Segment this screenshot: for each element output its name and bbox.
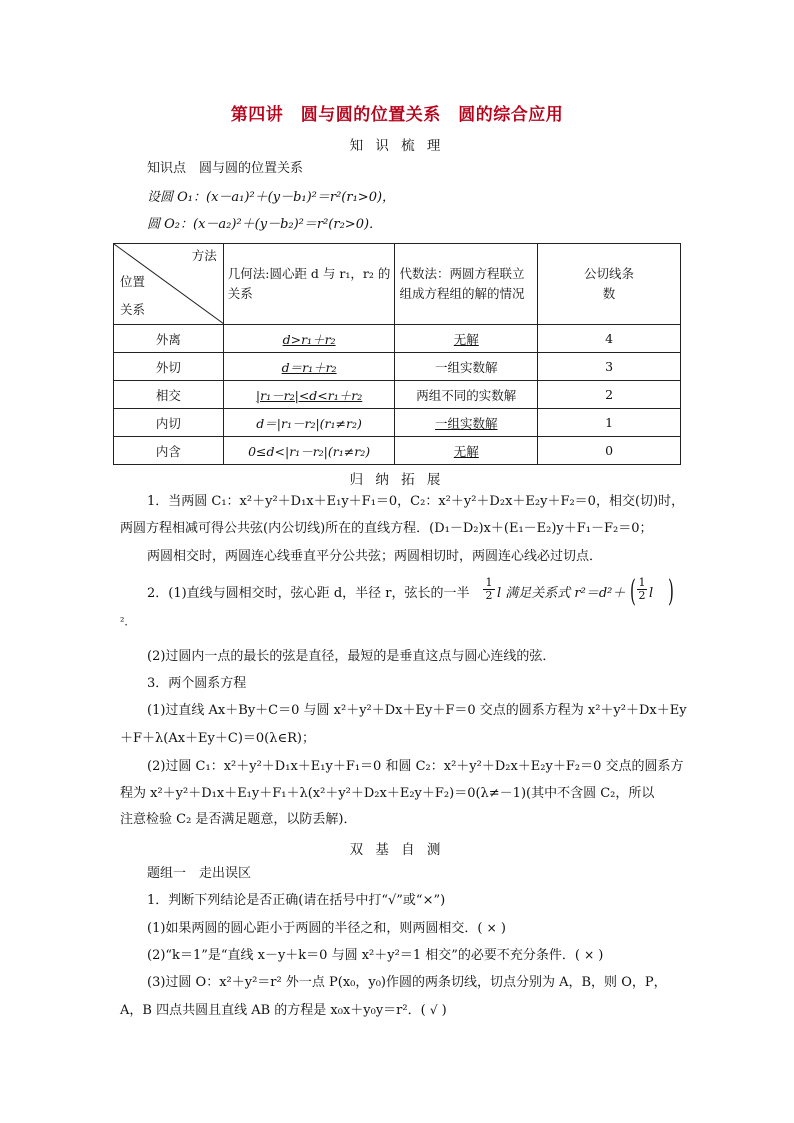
row-geo: d＝r₁＋r₂ [281,359,337,375]
row-geo: |r₁－r₂|<d<r₁＋r₂ [255,387,363,403]
row-alg: 无解 [453,443,479,459]
para2-line1a: 2．(1)直线与圆相交时，弦心距 d，半径 r，弦长的一半 [147,586,470,601]
fraction-half-2 [637,577,647,602]
header-position: 位置 [120,274,146,289]
row-relation: 相交 [114,381,224,409]
row-alg: 一组实数解 [395,353,538,381]
para3-line3: (2)过圆 C₁：x²＋y²＋D₁x＋E₁y＋F₁＝0 和圆 C₂：x²＋y²＋D₂x＋E₂y＋F₂＝0 交点的圆系方 [147,759,684,774]
question1-3-line1: (3)过圆 O：x²＋y²＝r² 外一点 P(x₀，y₀)作圆的两条切线，切点分别为 A，B，则 O，P， [147,975,667,990]
section-heading-summary: 归 纳 拓 展 [349,472,445,488]
table-header-row [114,244,681,325]
para1-line2: 两圆方程相减可得公共弦(内公切线)所在的直线方程．(D₁－D₂)x＋(E₁－E₂)y＋F₁－F₂＝0； [120,521,653,536]
question1-1 [147,920,506,937]
question1-2 [147,947,603,964]
fraction-denominator: 2 [485,589,493,602]
para3-line4: 程为 x²＋y²＋D₁x＋E₁y＋F₁＋λ(x²＋y²＋D₂x＋E₂y＋F₂)＝0(λ≠－1)(其中不含圆 C₂，所以 [120,786,655,801]
para3-line1: (1)过直线 Ax＋By＋C＝0 与圆 x²＋y²＋Dx＋Ey＋F＝0 交点的圆系方程为 x²＋y²＋Dx＋Ey [147,703,687,718]
row-relation: 外离 [114,325,224,353]
para2-line1d: ²． [120,615,136,628]
row-alg: 两组不同的实数解 [395,381,538,409]
question1-1-text: (1)如果两圆的圆心距小于两圆的半径之和，则两圆相交．( [147,921,483,936]
row-alg: 一组实数解 [435,415,498,431]
para3-line2: ＋F＋λ(Ax＋Ey＋C)＝0(λ∈R)； [120,731,315,746]
row-tangents: 1 [538,409,681,437]
para1-line3: 两圆相交时，两圆连心线垂直平分公共弦；两圆相切时，两圆连心线必过切点． [147,549,603,564]
fraction-denominator: 2 [638,589,646,602]
header-algebraic: 代数法：两圆方程联立组成方程组的解的情况 [395,244,538,325]
header-tangents: 公切线条数 [538,244,681,325]
row-geo: d>r₁＋r₂ [282,331,336,347]
row-tangents: 0 [538,437,681,465]
row-tangents: 2 [538,381,681,409]
row-geo: 0≤d<|r₁－r₂|(r₁≠r₂) [223,437,395,465]
paren-left: ( [630,574,636,609]
fraction-numerator: 1 [638,576,646,589]
fraction-numerator: 1 [483,577,495,590]
row-relation: 内含 [114,437,224,465]
row-tangents: 4 [538,325,681,353]
question1-3-line2 [120,1002,447,1019]
row-relation: 外切 [114,353,224,381]
row-alg: 无解 [453,331,479,347]
diagonal-header-cell [114,244,224,325]
circle2-equation: 圆 O₂：(x－a₂)²＋(y－b₂)²＝r²(r₂>0)． [147,217,383,232]
table-row [114,409,681,437]
circle1-equation: 设圆 O₁：(x－a₁)²＋(y－b₁)²＝r²(r₁>0)， [147,190,396,205]
fraction-half [483,577,495,602]
close-paren: ) [500,921,506,936]
group1-title: 题组一 走出误区 [147,866,252,881]
lecture-title: 第四讲 圆与圆的位置关系 圆的综合应用 [230,105,564,125]
table-row [114,325,681,353]
question1-2-text: (2)“k＝1”是“直线 x－y＋k＝0 与圆 x²＋y²＝1 相交”的必要不充分条件．( [147,948,580,963]
answer-mark: × [584,948,595,962]
para2-line1b: l 满足关系式 r²＝d²＋ [497,586,626,601]
para2-l: l [649,586,654,601]
answer-mark: × [486,921,497,935]
close-paren: ) [598,948,604,963]
row-relation: 内切 [114,409,224,437]
table-row [114,437,681,465]
para3-line5: 注意检验 C₂ 是否满足题意，以防丢解)． [120,812,357,827]
paren-right: ) [668,574,674,609]
question1: 1．判断下列结论是否正确(请在括号中打“√”或“×”) [147,893,446,908]
row-geo: d＝|r₁－r₂|(r₁≠r₂) [223,409,395,437]
answer-mark: √ [429,1003,438,1017]
section-heading-knowledge: 知 识 梳 理 [349,138,445,154]
para3-title: 3．两个圆系方程 [147,676,247,691]
para1-line1: 1．当两圆 C₁：x²＋y²＋D₁x＋E₁y＋F₁＝0，C₂：x²＋y²＋D₂x＋E₂y＋F₂＝0，相交(切)时， [147,494,685,509]
para2-line2: (2)过圆内一点的最长的弦是直径，最短的是垂直这点与圆心连线的弦． [147,649,556,664]
question1-3-text: A，B 四点共圆且直线 AB 的方程是 x₀x＋y₀y＝r²．( [120,1003,426,1018]
header-method: 方法 [191,248,217,263]
table-row [114,381,681,409]
header-relation: 关系 [120,302,146,317]
row-tangents: 3 [538,353,681,381]
knowledge-point-title: 知识点 圆与圆的位置关系 [147,161,304,176]
section-heading-self-test: 双 基 自 测 [349,842,445,858]
relation-table [113,243,681,465]
header-geometric: 几何法:圆心距 d 与 r₁，r₂ 的关系 [223,244,395,325]
table-row [114,353,681,381]
close-paren: ) [441,1003,447,1018]
